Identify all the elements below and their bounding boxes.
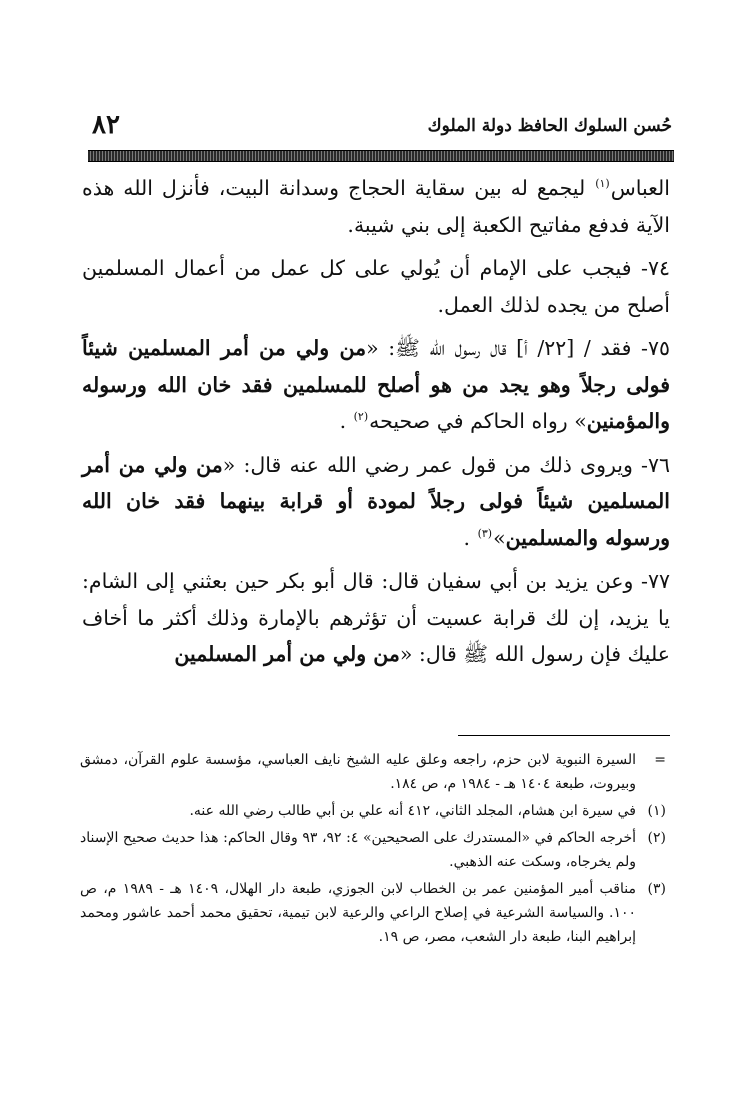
paragraph-intro: ٧٥- فقد / [٢٢/ أ] قال رسول الله ﷺ: « [366,336,671,360]
paragraph-74 [82,250,670,323]
footnote-1 [80,799,670,823]
running-title: حُسن السلوك الحافظ دولة الملوك [427,116,672,136]
paragraph-end: . [339,409,353,433]
footnote-text: السيرة النبوية لابن حزم، راجعه وعلق عليه الشيخ نايف العباسي، مؤسسة علوم القرآن، دمشق وبيروت، طبعة ١٤٠٤ هـ - ١٩٨٤ م، ص ١٨٤. [80,752,636,792]
paragraph-text: ليجمع له بين سقاية الحجاج وسدانة البيت، فأنزل الله هذه الآية فدفع مفاتيح الكعبة إلى بني شيبة. [82,176,670,237]
footnote-text: في سيرة ابن هشام، المجلد الثاني، ٤١٢ أنه علي بن أبي طالب رضي الله عنه. [189,803,636,819]
paragraph-intro: ٧٦- ويروى ذلك من قول عمر رضي الله عنه قال: « [222,452,671,477]
paragraph-intro: ٧٧- وعن يزيد بن أبي سفيان قال: قال أبو بكر حين بعثني إلى الشام: يا يزيد، إن لك قرابة عسيت أن تؤثرهم بالإمارة وذلك أكثر ما أخاف عليك فإن رسول الله ﷺ قال: « [82,569,670,666]
hadith-quote: من ولي من أمر المسلمين شيئاً فولى رجلاً وهو يجد من هو أصلح للمسلمين فقد خان الله ورسوله والمؤمنين [82,336,670,433]
paragraph-1 [82,170,670,243]
footnote-marker: = [654,752,666,768]
hadith-quote: من ولي من أمر المسلمين [174,642,400,666]
paragraph-outro: » رواه الحاكم في صحيحه [369,409,587,433]
footnote-ref: (٣) [477,526,493,540]
footnote-ref: (١) [595,177,610,191]
paragraph-outro: » [493,525,506,550]
footnote-ref: (٢) [353,410,369,424]
footnote-separator [458,735,670,736]
main-text [82,170,670,680]
page-header [90,112,672,146]
paragraph-76 [82,447,670,557]
page-number: ٨٢ [92,110,120,140]
footnote-text: مناقب أمير المؤمنين عمر بن الخطاب لابن الجوزي، طبعة دار الهلال، ١٤٠٩ هـ - ١٩٨٩ م، ص ١٠٠. والسياسة الشرعية في إصلاح الراعي والرعية لابن تيمية، تحقيق محمد أحمد عاشور ومحمد إبراهيم البنا، طبعة دار الشعب، مصر، ص ١٩. [80,881,636,945]
footnote-continuation [80,748,670,796]
footnote-marker: (١) [647,803,666,819]
header-rule [88,150,674,162]
footnotes [80,748,670,952]
paragraph-text: ٧٤- فيجب على الإمام أن يُولي على كل عمل من أعمال المسلمين أصلح من يجده لذلك العمل. [82,256,670,317]
quote: من ولي من أمر المسلمين شيئاً فولى رجلاً لمودة أو قرابة بينهما فقد خان الله ورسوله والمسلمين [82,452,670,550]
paragraph-77 [82,563,670,673]
footnote-2 [80,826,670,874]
footnote-text: أخرجه الحاكم في «المستدرك على الصحيحين» ٤: ٩٢، ٩٣ وقال الحاكم: هذا حديث صحيح الإسناد ولم يخرجاه، وسكت عنه الذهبي. [80,830,637,870]
paragraph-75 [82,330,670,440]
paragraph-end: . [463,525,477,550]
footnote-marker: (٢) [647,830,666,846]
footnote-3 [80,877,670,949]
footnote-marker: (٣) [647,881,666,897]
paragraph-text: العباس [610,176,670,200]
